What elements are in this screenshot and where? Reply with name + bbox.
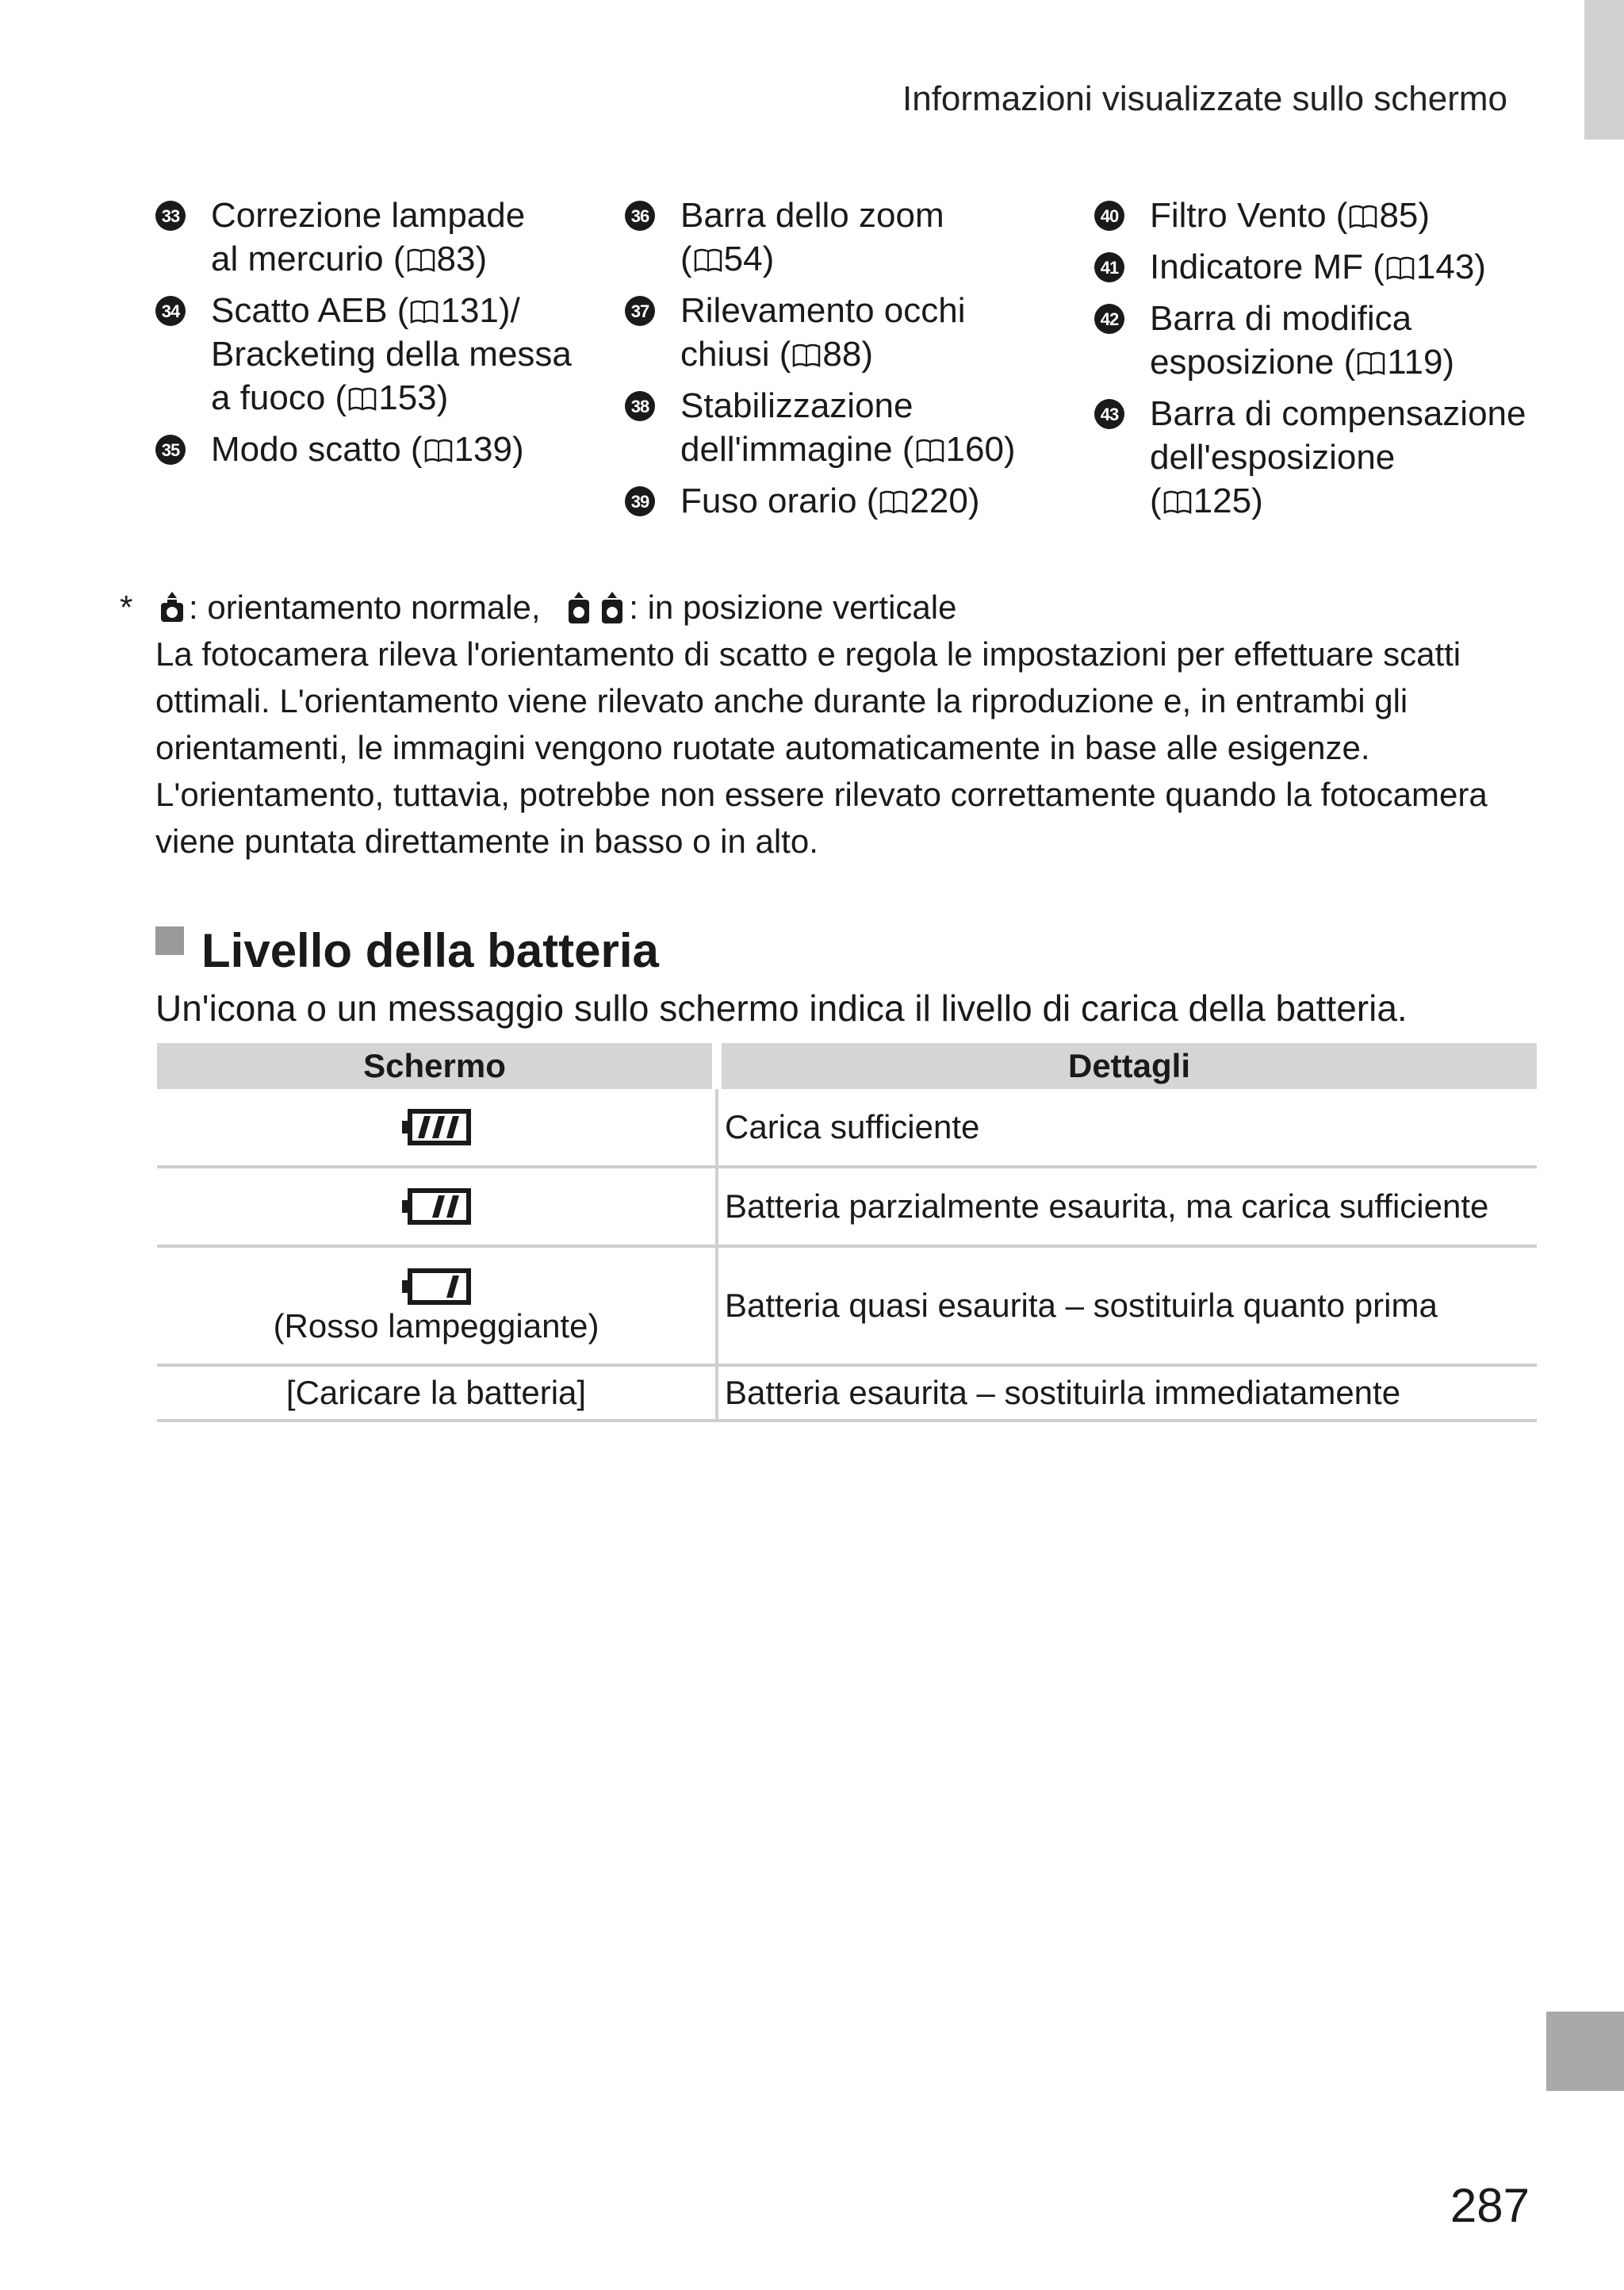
item-text-line: Stabilizzazione xyxy=(680,386,914,425)
item-text-line: ( 54) xyxy=(680,240,775,278)
item-text-line: Barra dello zoom xyxy=(680,196,944,235)
table-row xyxy=(157,1167,1537,1246)
item-text-line: Barra di compensazione xyxy=(1150,394,1526,433)
header-dettagli: Dettagli xyxy=(717,1043,1537,1089)
list-item xyxy=(625,289,1069,376)
list-item xyxy=(155,428,599,471)
list-column-1 xyxy=(155,194,599,479)
list-column-3 xyxy=(1094,194,1586,531)
detail-cell: Batteria quasi esaurita – sostituirla quanto prima xyxy=(717,1246,1537,1365)
table-row xyxy=(157,1089,1537,1167)
camera-vertical-left-icon xyxy=(565,590,592,625)
list-item xyxy=(1094,194,1586,237)
book-reference-icon xyxy=(879,489,908,516)
item-number-badge: 43 xyxy=(1094,399,1124,429)
book-reference-icon xyxy=(916,437,944,464)
item-text-line: chiusi ( 88) xyxy=(680,335,873,374)
item-number-badge: 33 xyxy=(155,201,186,231)
book-reference-icon xyxy=(694,247,722,274)
screen-text: [Caricare la batteria] xyxy=(285,1374,587,1411)
book-reference-icon xyxy=(1349,203,1377,230)
item-number-badge: 36 xyxy=(625,201,655,231)
screen-text: (Rosso lampeggiante) xyxy=(273,1307,599,1344)
item-number-badge: 42 xyxy=(1094,304,1124,334)
item-number-badge: 34 xyxy=(155,296,186,326)
screen-cell xyxy=(157,1089,717,1167)
item-text-line: Modo scatto ( 139) xyxy=(211,430,524,469)
book-reference-icon xyxy=(1357,350,1385,377)
book-reference-icon xyxy=(348,386,377,412)
item-text-line: Barra di modifica xyxy=(1150,299,1412,338)
item-number-badge: 40 xyxy=(1094,201,1124,231)
camera-upright-icon xyxy=(159,590,186,625)
book-reference-icon xyxy=(410,298,439,325)
item-text-line: dell'immagine ( 160) xyxy=(680,430,1016,469)
book-reference-icon xyxy=(792,342,821,369)
item-text-line: Indicatore MF ( 143) xyxy=(1150,247,1486,286)
screen-cell xyxy=(157,1167,717,1246)
header-schermo: Schermo xyxy=(157,1043,717,1089)
item-text-line: Rilevamento occhi xyxy=(680,291,966,330)
item-text-line: al mercurio ( 83) xyxy=(211,240,488,278)
list-item xyxy=(625,194,1069,281)
list-item xyxy=(625,479,1069,523)
item-number-badge: 39 xyxy=(625,486,655,516)
item-text-line: Filtro Vento ( 85) xyxy=(1150,196,1431,235)
table-header-row xyxy=(157,1043,1537,1089)
section-intro: Un'icona o un messaggio sullo schermo indica il livello di carica della batteria. xyxy=(155,988,1408,1029)
list-column-2 xyxy=(625,194,1069,531)
list-item xyxy=(625,384,1069,471)
battery-partial-icon xyxy=(400,1186,472,1227)
item-text-line: Fuso orario ( 220) xyxy=(680,481,980,520)
note-paragraph-1: La fotocamera rileva l'orientamento di scatto e regola le impostazioni per effettuare scatti ottimali. L'orientamento viene rilevato anche durante la riproduzione e, in entrambi gli orientamenti, le immagini vengono ruotate automaticamente in base alle esigenze. xyxy=(155,635,1461,766)
list-item xyxy=(1094,245,1586,289)
section-tab xyxy=(1546,2012,1624,2091)
detail-cell: Batteria esaurita – sostituirla immediatamente xyxy=(717,1365,1537,1421)
note-paragraph-2: L'orientamento, tuttavia, potrebbe non essere rilevato correttamente quando la fotocamera viene puntata direttamente in basso o in alto. xyxy=(155,776,1488,860)
item-number-badge: 37 xyxy=(625,296,655,326)
section-square-icon xyxy=(155,926,184,955)
orientation-note xyxy=(120,584,1503,865)
battery-low-icon xyxy=(400,1266,472,1307)
book-reference-icon xyxy=(424,437,453,464)
camera-vertical-right-icon xyxy=(599,590,626,625)
orientation-vertical-text: : in posizione verticale xyxy=(629,589,957,626)
list-item xyxy=(1094,392,1586,523)
table-row xyxy=(157,1246,1537,1365)
detail-cell: Carica sufficiente xyxy=(717,1089,1537,1167)
list-item xyxy=(155,194,599,281)
item-text-line: ( 125) xyxy=(1150,481,1263,520)
item-text-line: dell'esposizione xyxy=(1150,438,1396,477)
screen-cell xyxy=(157,1246,717,1365)
list-item xyxy=(155,289,599,420)
screen-cell xyxy=(157,1365,717,1421)
detail-cell: Batteria parzialmente esaurita, ma carica sufficiente xyxy=(717,1167,1537,1246)
section-heading: Livello della batteria xyxy=(201,924,659,977)
item-text-line: a fuoco ( 153) xyxy=(211,378,449,417)
item-text-line: Bracketing della messa xyxy=(211,335,572,374)
orientation-normal-text: : orientamento normale, xyxy=(189,589,541,626)
item-text-line: Correzione lampade xyxy=(211,196,526,235)
battery-table xyxy=(157,1043,1537,1422)
page-header-title: Informazioni visualizzate sullo schermo xyxy=(902,79,1507,118)
page-number: 287 xyxy=(1450,2179,1530,2232)
note-asterisk: * xyxy=(120,589,133,626)
item-text-line: esposizione ( 119) xyxy=(1150,343,1455,382)
item-text-line: Scatto AEB ( 131)/ xyxy=(211,291,520,330)
battery-full-icon xyxy=(400,1107,472,1148)
item-number-badge: 41 xyxy=(1094,252,1124,282)
book-reference-icon xyxy=(407,247,435,274)
book-reference-icon xyxy=(1386,255,1415,282)
item-number-badge: 35 xyxy=(155,435,186,465)
list-item xyxy=(1094,297,1586,384)
chapter-tab xyxy=(1584,0,1624,140)
item-number-badge: 38 xyxy=(625,391,655,421)
book-reference-icon xyxy=(1163,489,1192,516)
table-row xyxy=(157,1365,1537,1421)
